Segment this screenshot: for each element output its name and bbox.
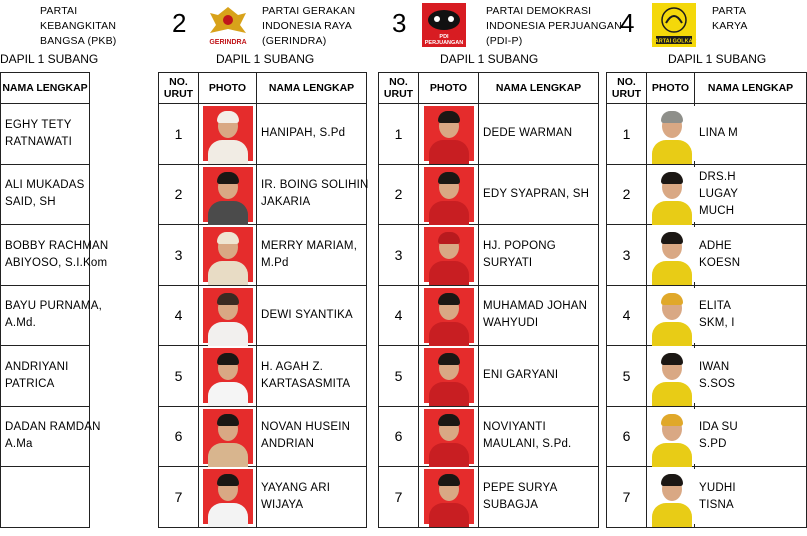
- candidate-name: [257, 104, 367, 165]
- party-name-line: PARTAI: [40, 5, 78, 17]
- photo-hair: [217, 111, 239, 123]
- table-header-row: [607, 73, 807, 104]
- table-row: [0, 467, 90, 528]
- dapil-label: DAPIL 1 SUBANG: [440, 52, 539, 66]
- photo-hair: [217, 353, 239, 365]
- party-name-line: KEBANGKITAN: [40, 20, 117, 32]
- candidate-name: [257, 406, 367, 467]
- table-header-row: [0, 73, 90, 104]
- candidate-name-line: ABIYOSO, S.I.Kom: [5, 256, 108, 269]
- table-row: [607, 104, 807, 165]
- candidate-name-line: A.Ma: [5, 438, 33, 451]
- table-row: [379, 164, 599, 225]
- photo-hair: [661, 474, 683, 486]
- party-name-line: INDONESIA RAYA: [262, 20, 352, 32]
- candidate-table: [378, 72, 599, 528]
- table-row: [607, 406, 807, 467]
- candidate-photo-cell: [199, 225, 257, 286]
- photo-body: [652, 140, 692, 164]
- table-row: [379, 225, 599, 286]
- candidate-name-line: NOVIYANTI: [483, 421, 546, 434]
- candidate-name: [257, 346, 367, 407]
- candidate-photo: [203, 106, 253, 161]
- candidate-name-line: BOBBY RACHMAN: [5, 239, 109, 252]
- photo-body: [652, 443, 692, 467]
- candidate-name-line: PATRICA: [5, 377, 55, 390]
- candidate-photo: [424, 288, 474, 343]
- candidate-number: 6: [379, 406, 419, 467]
- party-column-gerindra: [158, 0, 370, 530]
- table-row: [607, 285, 807, 346]
- header-nama-lengkap: NAMA LENGKAP: [257, 73, 367, 104]
- header-no: NO.: [169, 76, 188, 88]
- party-logo-icon: [652, 3, 696, 47]
- photo-body: [208, 322, 248, 346]
- candidate-name-line: DEDE WARMAN: [483, 127, 573, 140]
- dapil-label: DAPIL 1 SUBANG: [668, 52, 767, 66]
- table-row: [0, 164, 90, 225]
- party-header: [0, 0, 148, 52]
- candidate-number: 4: [159, 285, 199, 346]
- candidate-name: [695, 406, 807, 467]
- svg-text:GERINDRA: GERINDRA: [209, 39, 247, 46]
- table-row: [379, 406, 599, 467]
- photo-hair: [661, 353, 683, 365]
- candidate-name-line: LINA M: [699, 127, 738, 140]
- photo-body: [429, 201, 469, 225]
- candidate-name-line: HJ. POPONG: [483, 239, 556, 252]
- photo-body: [208, 261, 248, 285]
- candidate-name-line: IDA SU: [699, 421, 738, 434]
- candidate-name: [1, 285, 102, 346]
- candidate-name-line: SUBAGJA: [483, 498, 539, 511]
- candidate-photo-cell: [419, 285, 479, 346]
- candidate-name: [695, 225, 807, 286]
- candidate-name-line: KOESN: [699, 256, 741, 269]
- candidate-name-line: NOVAN HUSEIN: [261, 421, 351, 434]
- photo-hair: [438, 414, 460, 426]
- candidate-photo-cell: [647, 104, 695, 165]
- candidate-number: 3: [379, 225, 419, 286]
- candidate-name-line: HANIPAH, S.Pd: [261, 127, 346, 140]
- candidate-photo: [647, 227, 697, 282]
- candidate-number: 6: [607, 406, 647, 467]
- photo-hair: [661, 172, 683, 184]
- candidate-name-line: YAYANG ARI: [261, 481, 331, 494]
- photo-hair: [217, 474, 239, 486]
- party-header: [158, 0, 370, 52]
- candidate-photo-cell: [199, 164, 257, 225]
- table-row: [0, 104, 90, 165]
- header-urut: URUT: [163, 88, 194, 100]
- candidate-name-line: PEPE SURYA: [483, 481, 558, 494]
- candidate-number: 2: [607, 164, 647, 225]
- photo-body: [208, 503, 248, 527]
- candidate-name-line: SURYATI: [483, 256, 533, 269]
- candidate-photo-cell: [199, 406, 257, 467]
- party-name-line: (PDI-P): [486, 35, 523, 47]
- candidate-name-line: ANDRIAN: [261, 438, 315, 451]
- table-row: [379, 467, 599, 528]
- candidate-name-line: MAULANI, S.Pd.: [483, 438, 572, 451]
- header-photo: PHOTO: [199, 73, 257, 104]
- candidate-photo: [424, 348, 474, 403]
- photo-body: [429, 261, 469, 285]
- table-row: [159, 164, 367, 225]
- table-row: [0, 225, 90, 286]
- photo-body: [208, 382, 248, 406]
- candidate-photo: [203, 167, 253, 222]
- party-name-line: (GERINDRA): [262, 35, 327, 47]
- candidate-photo-cell: [647, 285, 695, 346]
- candidate-photo: [647, 288, 697, 343]
- photo-hair: [438, 474, 460, 486]
- candidate-name-line: EGHY TETY: [5, 118, 72, 131]
- candidate-photo-cell: [419, 406, 479, 467]
- candidate-photo-cell: [419, 346, 479, 407]
- candidate-name: [695, 164, 807, 225]
- candidate-number: 1: [379, 104, 419, 165]
- candidate-photo: [647, 106, 697, 161]
- party-number: 2: [172, 8, 187, 38]
- photo-hair: [217, 293, 239, 305]
- photo-hair: [661, 232, 683, 244]
- header-nama-lengkap: NAMA LENGKAP: [695, 73, 807, 104]
- party-name-line: PARTAI GERAKAN: [262, 5, 356, 17]
- candidate-name: [695, 285, 807, 346]
- candidate-name-line: MUHAMAD JOHAN: [483, 300, 588, 313]
- candidate-name-line: YUDHI: [699, 481, 736, 494]
- photo-body: [652, 201, 692, 225]
- candidate-name: [479, 104, 599, 165]
- party-header: [606, 0, 806, 52]
- photo-body: [652, 382, 692, 406]
- candidate-name-line: MERRY MARIAM,: [261, 239, 358, 252]
- candidate-photo: [647, 409, 697, 464]
- photo-hair: [661, 414, 683, 426]
- candidate-photo-cell: [647, 164, 695, 225]
- candidate-name-line: DRS.H: [699, 170, 736, 183]
- table-row: [159, 467, 367, 528]
- photo-hair: [438, 353, 460, 365]
- candidate-name-line: ADHE: [699, 239, 732, 252]
- header-urut: URUT: [383, 88, 414, 100]
- candidate-name: [479, 225, 599, 286]
- photo-body: [429, 322, 469, 346]
- candidate-number: 3: [159, 225, 199, 286]
- candidate-name-line: BAYU PURNAMA,: [5, 300, 102, 313]
- candidate-name-line: MUCH: [699, 204, 735, 217]
- party-name-line: KARYA: [712, 20, 748, 32]
- candidate-photo: [647, 348, 697, 403]
- candidate-name: [1, 406, 101, 467]
- candidate-name: [257, 225, 367, 286]
- photo-body: [208, 140, 248, 164]
- party-header: [378, 0, 622, 52]
- candidate-photo: [647, 167, 697, 222]
- candidate-number: 5: [159, 346, 199, 407]
- candidate-name: [257, 285, 367, 346]
- candidate-name: [479, 467, 599, 528]
- table-row: [159, 225, 367, 286]
- candidate-name: [479, 164, 599, 225]
- candidate-name: [695, 104, 807, 165]
- candidate-name-line: KARTASASMITA: [261, 377, 351, 390]
- candidate-name-line: TISNA: [699, 498, 734, 511]
- photo-body: [652, 322, 692, 346]
- candidate-name: [695, 346, 807, 407]
- party-column-pdip: [378, 0, 622, 530]
- party-name: [712, 4, 748, 34]
- photo-body: [652, 261, 692, 285]
- party-name-line: BANGSA (PKB): [40, 35, 117, 47]
- candidate-table: [158, 72, 367, 528]
- table-row: [379, 104, 599, 165]
- table-row: [607, 467, 807, 528]
- candidate-number: 4: [379, 285, 419, 346]
- table-header-row: [379, 73, 599, 104]
- party-number: 3: [392, 8, 407, 38]
- candidate-number: 1: [607, 104, 647, 165]
- candidate-name-line: IR. BOING SOLIHIN: [261, 179, 369, 192]
- candidate-number: 5: [607, 346, 647, 407]
- candidate-name-line: WIJAYA: [261, 498, 304, 511]
- photo-hair: [217, 232, 239, 244]
- table-header-row: [159, 73, 367, 104]
- party-column-pkb: [0, 0, 148, 530]
- candidate-photo-cell: [199, 467, 257, 528]
- candidate-photo-cell: [199, 346, 257, 407]
- party-name: [486, 4, 622, 49]
- candidate-name-line: ENI GARYANI: [483, 369, 559, 382]
- candidate-photo-cell: [419, 104, 479, 165]
- candidate-name: [479, 346, 599, 407]
- candidate-photo: [424, 167, 474, 222]
- party-name-line: PARTAI DEMOKRASI: [486, 5, 592, 17]
- table-row: [379, 346, 599, 407]
- candidate-photo: [647, 469, 697, 524]
- candidate-name: [1, 467, 90, 528]
- header-nama-lengkap: NAMA LENGKAP: [479, 73, 599, 104]
- dapil-label: DAPIL 1 SUBANG: [216, 52, 315, 66]
- candidate-photo-cell: [199, 285, 257, 346]
- candidate-name: [1, 346, 90, 407]
- photo-hair: [438, 232, 460, 244]
- candidate-photo: [424, 106, 474, 161]
- candidate-name-line: A.Md.: [5, 317, 37, 330]
- table-row: [159, 406, 367, 467]
- candidate-photo: [203, 409, 253, 464]
- candidate-table: [0, 72, 109, 528]
- table-row: [0, 346, 90, 407]
- candidate-name: [479, 285, 599, 346]
- candidate-photo: [424, 409, 474, 464]
- table-row: [0, 285, 90, 346]
- header-no: NO.: [617, 76, 636, 88]
- party-name-line: INDONESIA PERJUANGAN: [486, 20, 622, 32]
- photo-hair: [217, 414, 239, 426]
- table-row: [159, 285, 367, 346]
- candidate-photo: [203, 227, 253, 282]
- party-column-golkar: [606, 0, 806, 530]
- header-no: NO.: [389, 76, 408, 88]
- photo-hair: [438, 293, 460, 305]
- candidate-name-line: SKM, I: [699, 317, 735, 330]
- candidate-photo-cell: [647, 346, 695, 407]
- header-no-urut: [607, 73, 647, 104]
- candidate-number: 2: [379, 164, 419, 225]
- candidate-number: 7: [379, 467, 419, 528]
- candidate-number: 6: [159, 406, 199, 467]
- candidate-name-line: DADAN RAMDAN: [5, 421, 101, 434]
- party-name-line: PARTA: [712, 5, 747, 17]
- header-no-urut: [159, 73, 199, 104]
- candidate-name: [1, 104, 90, 165]
- candidate-name-line: EDY SYAPRAN, SH: [483, 187, 590, 200]
- candidate-name-line: DEWI SYANTIKA: [261, 308, 353, 321]
- candidate-photo: [203, 288, 253, 343]
- candidate-photo-cell: [647, 406, 695, 467]
- candidate-name-line: ELITA: [699, 300, 732, 313]
- candidate-name-line: S.PD: [699, 438, 727, 451]
- candidate-photo: [203, 469, 253, 524]
- photo-hair: [438, 111, 460, 123]
- header-photo: PHOTO: [647, 73, 695, 104]
- candidate-photo-cell: [419, 225, 479, 286]
- table-row: [607, 225, 807, 286]
- photo-body: [208, 201, 248, 225]
- table-row: [0, 406, 90, 467]
- candidate-name: [257, 164, 367, 225]
- svg-text:PARTAI GOLKAR: PARTAI GOLKAR: [651, 38, 697, 45]
- candidate-name-line: LUGAY: [699, 187, 739, 200]
- party-logo-icon: [422, 3, 466, 47]
- candidate-number: 1: [159, 104, 199, 165]
- candidate-name-line: ANDRIYANI: [5, 360, 69, 373]
- candidate-number: 7: [159, 467, 199, 528]
- candidate-photo-cell: [419, 164, 479, 225]
- candidate-name-line: ALI MUKADAS: [5, 179, 85, 192]
- photo-body: [429, 443, 469, 467]
- candidate-name-line: IWAN: [699, 360, 730, 373]
- candidate-name: [257, 467, 367, 528]
- party-logo-icon: [206, 3, 250, 47]
- party-number: 4: [620, 8, 635, 38]
- header-no-urut: [379, 73, 419, 104]
- candidate-table: [606, 72, 807, 528]
- candidate-number: 2: [159, 164, 199, 225]
- candidate-number: 4: [607, 285, 647, 346]
- photo-hair: [661, 293, 683, 305]
- party-name: [262, 4, 355, 49]
- candidate-name-line: SAID, SH: [5, 196, 56, 209]
- svg-text:PERJUANGAN: PERJUANGAN: [424, 40, 464, 46]
- table-row: [607, 346, 807, 407]
- svg-text:PDI: PDI: [439, 34, 449, 40]
- table-row: [607, 164, 807, 225]
- candidate-photo: [424, 469, 474, 524]
- photo-hair: [438, 172, 460, 184]
- candidate-photo-cell: [419, 467, 479, 528]
- photo-hair: [661, 111, 683, 123]
- table-row: [159, 104, 367, 165]
- candidate-name-line: JAKARIA: [261, 196, 311, 209]
- candidate-photo-cell: [199, 104, 257, 165]
- candidate-name: [479, 406, 599, 467]
- photo-body: [652, 503, 692, 527]
- candidate-photo-cell: [647, 467, 695, 528]
- candidate-name-line: H. AGAH Z.: [261, 360, 324, 373]
- candidate-photo: [203, 348, 253, 403]
- photo-body: [429, 503, 469, 527]
- table-row: [379, 285, 599, 346]
- photo-body: [429, 140, 469, 164]
- candidate-photo-cell: [647, 225, 695, 286]
- photo-body: [208, 443, 248, 467]
- candidate-number: 5: [379, 346, 419, 407]
- header-nama-lengkap: NAMA LENGKAP: [1, 73, 90, 104]
- party-name: [40, 4, 117, 49]
- candidate-photo: [424, 227, 474, 282]
- candidate-name-line: S.SOS: [699, 377, 736, 390]
- candidate-number: 3: [607, 225, 647, 286]
- photo-body: [429, 382, 469, 406]
- candidate-name-line: RATNAWATI: [5, 135, 72, 148]
- candidate-name-line: WAHYUDI: [483, 317, 539, 330]
- header-photo: PHOTO: [419, 73, 479, 104]
- photo-hair: [217, 172, 239, 184]
- candidate-name: [1, 225, 109, 286]
- dapil-label: DAPIL 1 SUBANG: [0, 52, 99, 66]
- header-urut: URUT: [611, 88, 642, 100]
- candidate-name: [1, 164, 90, 225]
- table-row: [159, 346, 367, 407]
- candidate-name-line: M.Pd: [261, 256, 289, 269]
- candidate-number: 7: [607, 467, 647, 528]
- candidate-name: [695, 467, 807, 528]
